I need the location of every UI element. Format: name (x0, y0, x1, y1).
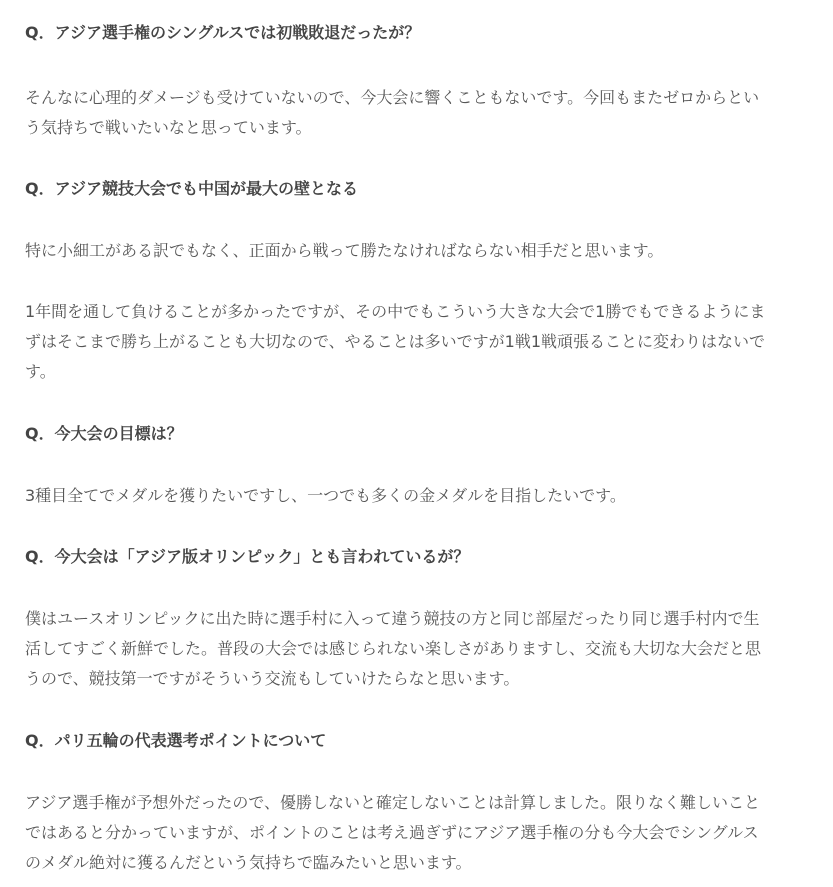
answer-line: 1年間を通して負けることが多かったですが、その中でもこういう大きな大会で1勝でもできるようにま (25, 302, 766, 321)
answer-line: 3種目全てでメダルを獲りたいですし、一つでも多くの金メダルを目指したいです。 (25, 486, 626, 505)
answer-paragraph (25, 604, 815, 694)
question-heading: Q．アジア選手権のシングルスでは初戦敗退だったが？ (25, 23, 421, 42)
answer-line: アジア選手権が予想外だったので、優勝しないと確定しないことは計算しました。限りなく難しいこと (25, 793, 761, 812)
question-heading: Q．パリ五輪の代表選考ポイントについて (25, 731, 327, 750)
answer-paragraph (25, 297, 815, 387)
answer-paragraph (25, 236, 815, 266)
question-heading: Q．今大会の目標は？ (25, 424, 183, 443)
answer-line: 特に小細工がある訳でもなく、正面から戦って勝たなければならない相手だと思います。 (25, 241, 664, 260)
answer-paragraph (25, 83, 815, 143)
answer-line: のメダル絶対に獲るんだという気持ちで臨みたいと思います。 (25, 853, 472, 872)
answer-line: うので、競技第一ですがそういう交流もしていけたらなと思います。 (25, 669, 520, 688)
answer-line: う気持ちで戦いたいなと思っています。 (25, 118, 312, 137)
answer-line: す。 (25, 362, 56, 381)
answer-line: 僕はユースオリンピックに出た時に選手村に入って違う競技の方と同じ部屋だったり同じ選手村内で生 (25, 609, 760, 628)
question-heading: Q．アジア競技大会でも中国が最大の壁となる (25, 179, 358, 198)
answer-line: ではあると分かっていますが、ポイントのことは考え過ぎずにアジア選手権の分も今大会でシングルス (25, 823, 759, 842)
answer-line: 活してすごく新鮮でした。普段の大会では感じられない楽しさがありますし、交流も大切な大会だと思 (25, 639, 762, 658)
answer-line: ずはそこまで勝ち上がることも大切なので、やることは多いですが1戦1戦頑張ることに変わりはないで (25, 332, 766, 351)
answer-line: そんなに心理的ダメージも受けていないので、今大会に響くこともないです。今回もまたゼロからとい (25, 88, 760, 107)
answer-paragraph (25, 481, 815, 511)
answer-paragraph (25, 788, 815, 878)
question-heading: Q．今大会は「アジア版オリンピック」とも言われているが？ (25, 547, 470, 566)
